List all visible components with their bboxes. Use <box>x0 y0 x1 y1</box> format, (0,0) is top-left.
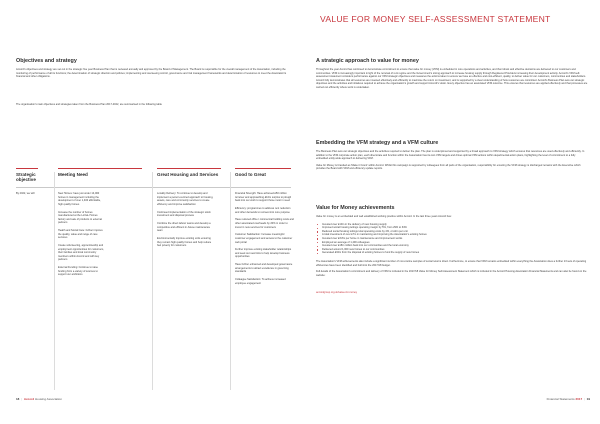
list-item: Invested over £18m million back into our communities and the local economy <box>316 244 588 248</box>
page-number: 19 <box>586 397 590 401</box>
column-header-strategic-objective: Strategic objective <box>16 172 36 183</box>
list-item: Delivered around 1,000 new homes to our communities <box>316 248 588 252</box>
list-item: By 2022, we will: <box>16 192 35 195</box>
section-strategic-approach <box>316 58 588 93</box>
section-body: The Business Plan sets out strategic objectives and the activities required to deliver the plan. The plan is underpinned and supported by a broad approach to VFM strategy which ensures that resources are used effectively and efficiently. In addition to the VFM corporate action plan, each directorate and function within the Association has its own VFM targets and drives optimal VFM actions within departmental action plans, highlighting the level of commitment to a fully embedded entity-wide approach to delivering VFM. <box>316 150 585 161</box>
objectives-intro: Accord's objectives and strategy are set out in the strategic five year Business Plan that is reviewed annually and approved by the Board of Management. The Board is responsible for the overall management of the Association, including the monitoring of performance of all its functions; the determination of strategic direction and policies; implementing and overseeing control, governance and risk management frameworks and determination of resources to meet the Association's financial and other obligations. <box>16 68 287 79</box>
section-heading: A strategic approach to value for money <box>316 58 419 64</box>
list-item: Customer Satisfaction: Increase meaningful customer engagement and access to the customer web portal <box>235 233 293 244</box>
section-body: Full details of the Association's commitment and delivery of VFM is included in the 2017/18 Value for Money Self-Assessment Statement which is included in the Accord Housing Association Financial Statements and can also be found on the website: <box>316 270 587 277</box>
list-item: A total investment of over £7m in maintaining and improving the Association's existing homes <box>316 233 588 237</box>
header-divider <box>16 187 291 188</box>
list-item: Locality Delivery: To continue to develop and implement a person-centred approach to housing, assets, care and community services to create efficiency and improve satisfaction <box>157 192 214 206</box>
list-item: Further improve existing stakeholder relationships and seek out new links to help develop business opportunities <box>235 248 292 259</box>
section-lead: Value for money is an embedded and well established working practice within Accord. In the last three years Accord has: <box>316 215 452 218</box>
column-header-meeting-need: Meeting Need <box>58 172 88 177</box>
right-footer: Financial Statements 2017 | 19 <box>546 397 590 401</box>
col-rule-4 <box>235 168 291 169</box>
section-heading: Value for Money achievements <box>316 205 395 211</box>
column-meeting-need <box>58 192 104 281</box>
list-item: Health and Social Care: further improve the quality, value and range of care services <box>58 229 103 240</box>
list-item: Combine the direct labour teams and develop a competitive and efficient in-house maintenance team <box>157 221 211 233</box>
vfm-website-link[interactable]: accordgroup.org.uk/value-for-money <box>316 291 358 295</box>
objectives-heading: Objectives and strategy <box>16 58 77 64</box>
list-item: Colleague Satisfaction: To achieve increased employee engagement <box>235 278 286 285</box>
col-rule-1 <box>16 168 38 169</box>
left-footer: 18 | Accord Housing Association <box>16 397 63 401</box>
list-item: New Homes: have just under 14,000 homes in management including the development of over 1,400 affordable, high quality homes <box>58 192 101 206</box>
list-item: Have further enhanced and developed governance arrangements to attract excellence in governing standards <box>235 263 293 274</box>
achievements-list <box>316 223 588 255</box>
list-item: External Funding: Continue to raise funding from a variety of sources to support our ambitions <box>58 266 98 277</box>
page-title: VALUE FOR MONEY SELF-ASSESSMENT STATEMENT <box>320 14 551 24</box>
list-item: Invested over £3.8m per home in maintenance and improvement works <box>316 237 588 241</box>
page-number: 18 <box>16 397 20 401</box>
column-header-good-to-great: Good to Great <box>235 172 266 177</box>
list-item: Employed an average of 1,400 colleagues <box>316 241 588 245</box>
column-good-to-great <box>235 192 295 290</box>
column-strategic-objective <box>16 192 52 200</box>
list-item: Invested over £10m in the delivery of new housing supply <box>316 223 588 227</box>
col-rule-3 <box>157 168 221 169</box>
right-page <box>300 0 600 424</box>
document-name: Financial Statements <box>546 397 575 401</box>
list-item: Financial Strength: Have achieved £50 million turnover and approaching £10m surplus to plough back into our work to support those most in need <box>235 192 292 203</box>
list-item: Have reduced office / commercial building costs and other associated overheads by 20% in order to invest in new services for customers <box>235 218 294 229</box>
col-rule-2 <box>58 168 142 169</box>
column-divider <box>152 172 153 390</box>
column-divider <box>54 172 55 390</box>
column-great-housing <box>157 192 215 252</box>
list-item: Efficiency: programmes to address rent reduction and other demands to reinvest into core purpose <box>235 206 291 214</box>
organisation-name: Housing Association <box>35 397 63 401</box>
section-body: The Association's VFM achievements also include a significant number of non-routine samples of social returns direct. Furthermore, to ensure that VFM remains embedded within everything the Association does a further 13 sets of operating efficiencies have been identified and built into the 2017/18 budget. <box>316 259 587 267</box>
list-item: Increase the number of homes manufactured at the LoCaL Homes factory and sale of products to external partners <box>58 210 102 225</box>
list-item: Environmentally improve existing units ensuring they remain high quality homes and help reduce fuel poverty for customers <box>157 236 212 248</box>
list-item: Generated £32m from the disposal of existing homes to fund the supply of new homes <box>316 251 588 255</box>
objectives-table-intro: The organisation's main objectives and strategies taken from the Business Plan 2017-2022, are summarised in the following table <box>16 103 162 106</box>
brand-name: Accord <box>23 397 35 401</box>
list-item: Reduced social housing lettings total operating costs by 4%, or £2m per unit <box>316 230 588 234</box>
section-heading: Embedding the VFM strategy and a VFM culture <box>316 140 439 146</box>
document-year: 2017 <box>575 397 583 401</box>
section-vfm-achievements <box>316 205 588 298</box>
section-body: Throughout the year Accord has continued to demonstrate commitment to ensure that value for money (VFM) is embedded in core operations and activities, and that robust and effective decisions are delivered to our customers and communities. VFM is increasingly important in light of the removal of rent regime and the Government's strong approach to increase housing supply through Registered Providers increasing their development activity. Accord's VFM self-assessment statement considers performance against our VFM strategic objectives and measures the actions taken to ensure we have an effective and cost-efficient, quality, to deliver value for our customers, communities and stakeholders. Accord fully demonstrates that all resources are invested effectively and efficiently to maximise the return on investment, and is supported by a clear understanding of how resources are committed. Accord's Business Plan sets out strategic objectives and the activities and initiatives required to achieve the organisation's growth and support Accord's vision. Every objective has an associated VFM outcome. This ensures that resources are applied effectively and that processes are carried out efficiently where work is undertaken. <box>316 68 588 89</box>
list-item: Create volunteering, apprenticeship and employment opportunities for customers, their families and local community members within Accord and with key partners <box>58 244 105 262</box>
column-divider <box>230 172 231 390</box>
column-header-great-housing: Great Housing and Services <box>157 172 219 177</box>
list-item: Continued implementation of the strategic stock investment and disposal process <box>157 210 211 218</box>
section-embedding-vfm <box>316 140 588 174</box>
section-body: Value for Money is branded as 'Make it Count' within Accord. Whilst this campaign is supported by colleagues from all parts of the organisation, responsibility for ensuring the VFM strategy is discharged remains with the Executive which provides the Board with VFM and efficiency update reports. <box>316 163 581 171</box>
list-item: Improved social housing lettings operating margin by 5%, from 29% to 34% <box>316 226 588 230</box>
